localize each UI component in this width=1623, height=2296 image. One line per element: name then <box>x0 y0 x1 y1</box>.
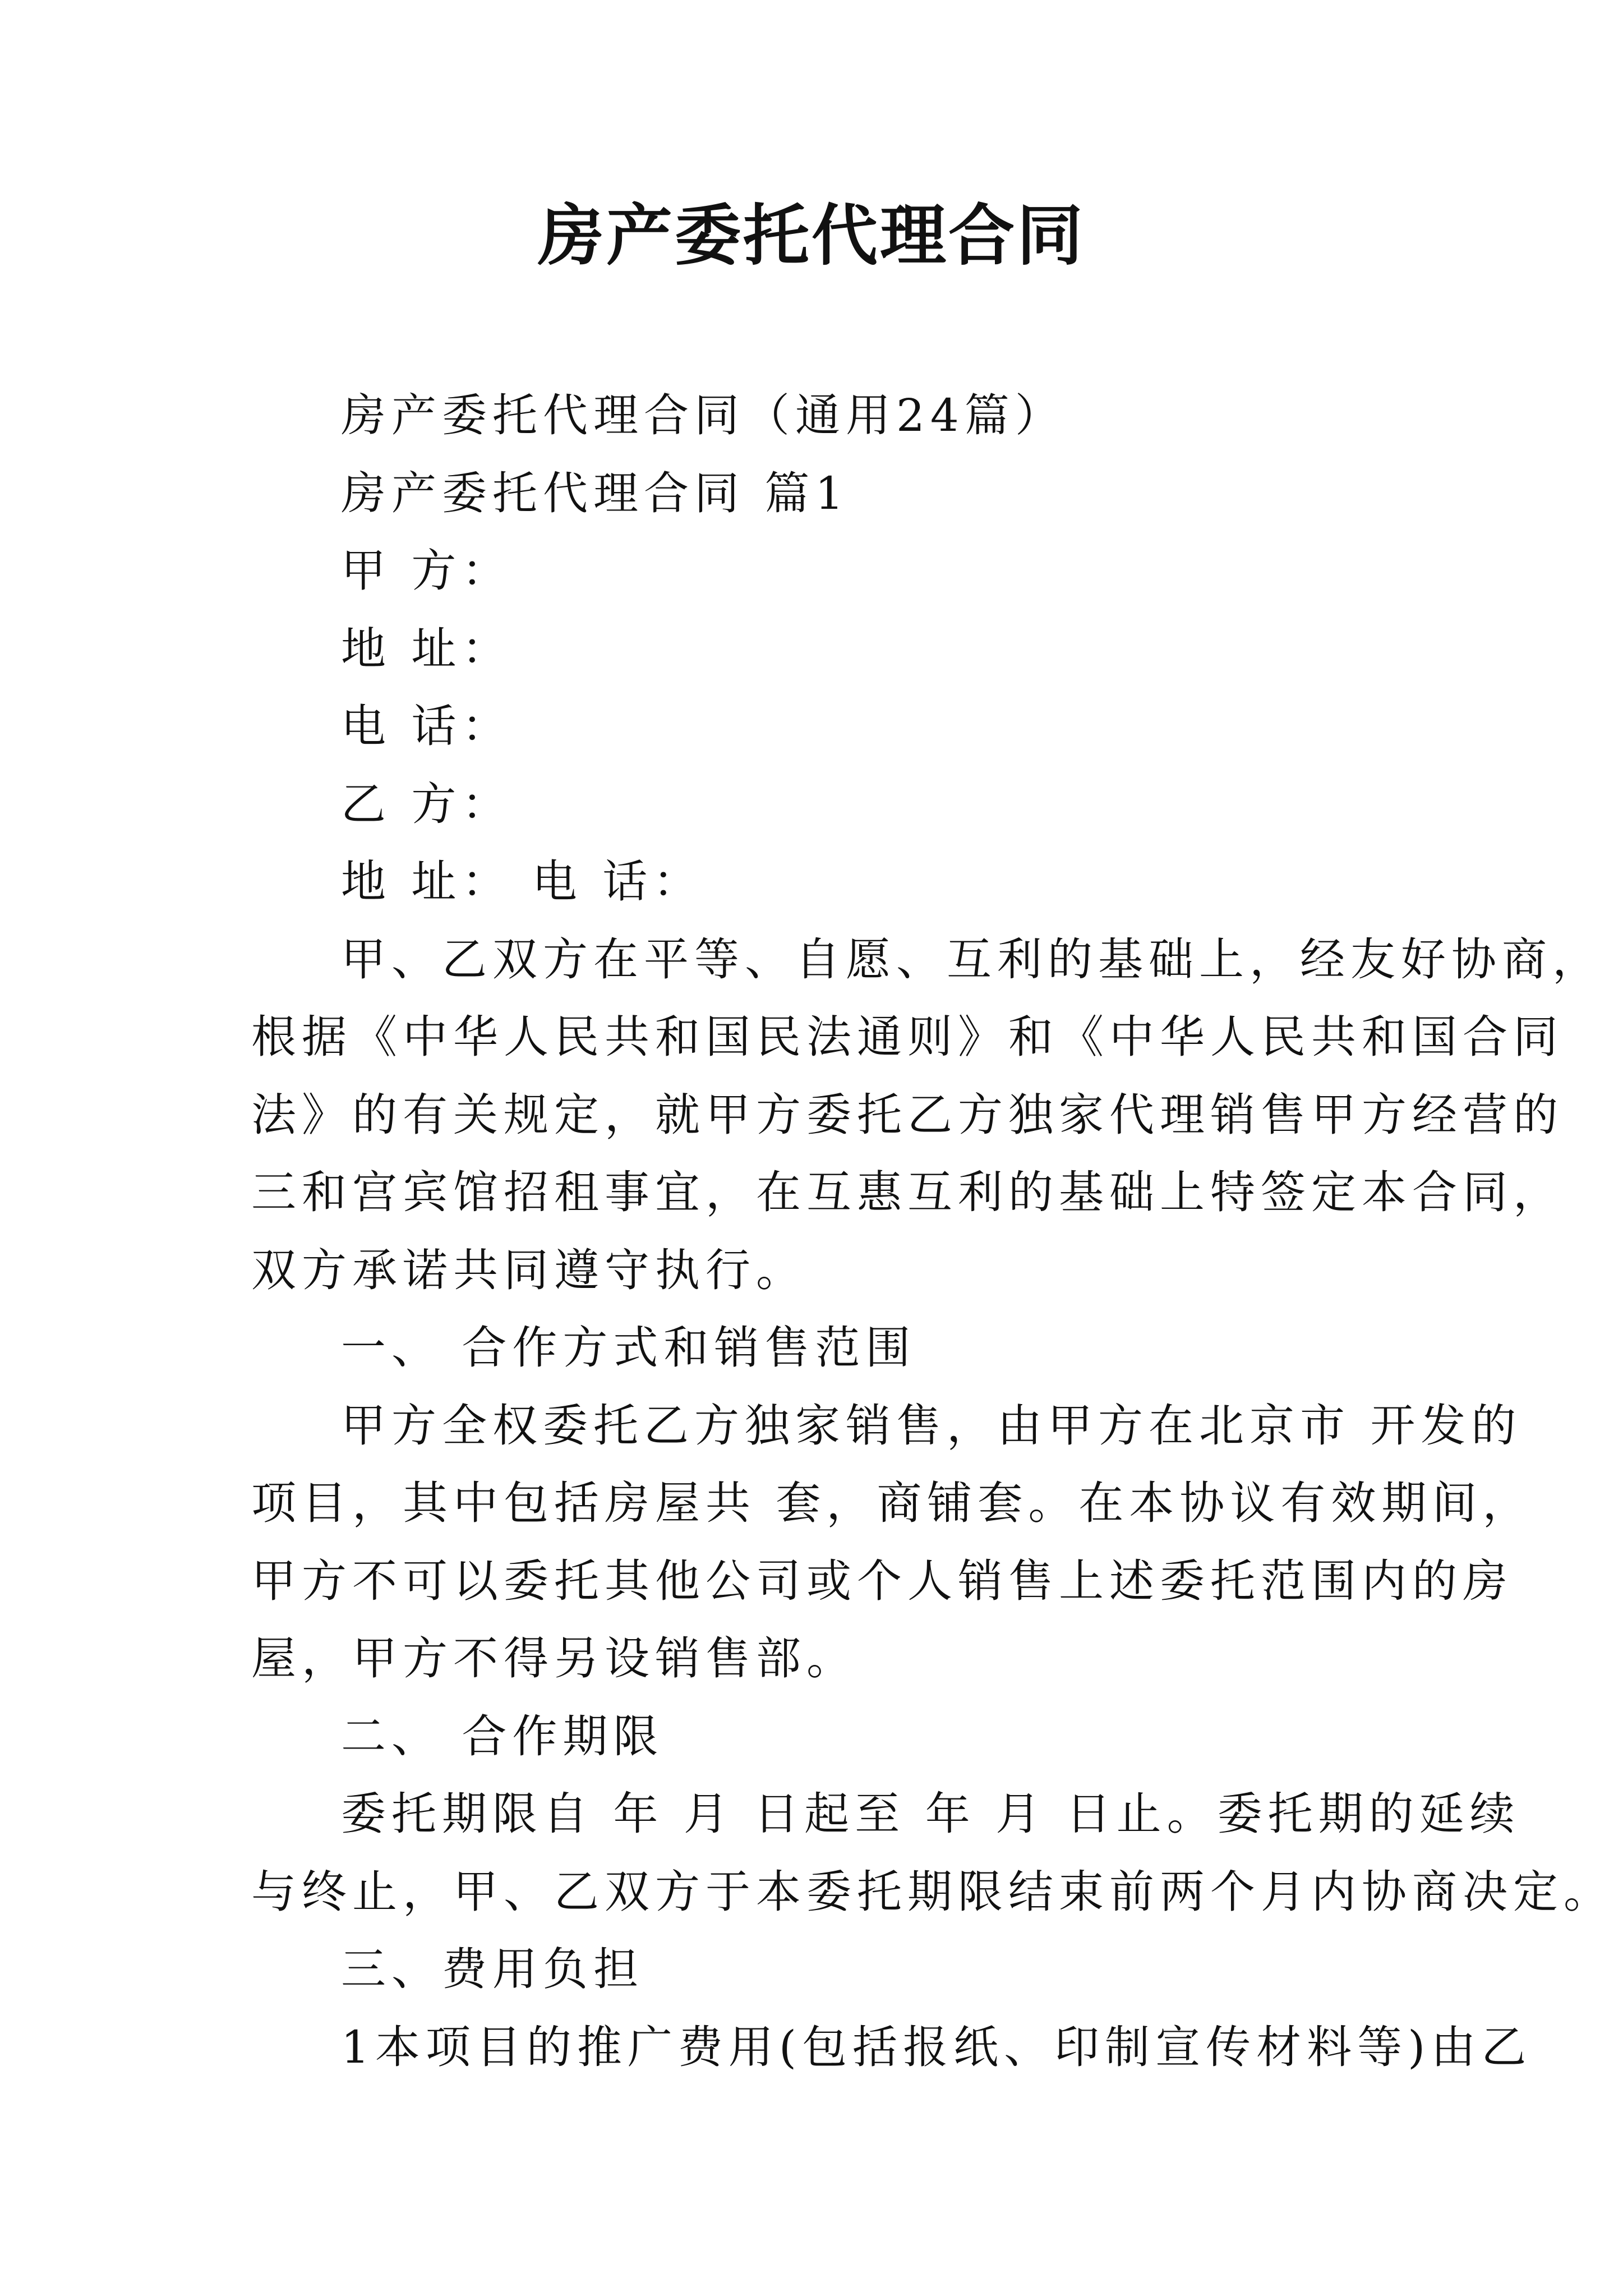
paragraph-line: 与终止，甲、乙双方于本委托期限结束前两个月内协商决定。 <box>251 1865 1614 1918</box>
paragraph-line: 委托期限自 年 月 日起至 年 月 日止。委托期的延续 <box>341 1788 1520 1840</box>
party-a-phone-line: 电 话： <box>341 700 513 752</box>
paragraph-line: 甲方不可以委托其他公司或个人销售上述委托范围内的房 <box>251 1554 1513 1607</box>
paragraph-line: 项目，其中包括房屋共 套，商铺套。在本协议有效期间， <box>251 1477 1533 1529</box>
paragraph-line: 法》的有关规定，就甲方委托乙方独家代理销售甲方经营的 <box>251 1088 1564 1141</box>
paragraph-line: 双方承诺共同遵守执行。 <box>251 1244 806 1296</box>
section-heading-line: 房产委托代理合同 篇1 <box>341 467 850 519</box>
document-title: 房产委托代理合同 <box>537 196 1085 274</box>
party-a-address-line: 地 址： <box>341 622 513 675</box>
clause-heading-line: 一、 合作方式和销售范围 <box>341 1322 916 1374</box>
party-b-name-line: 乙 方： <box>341 777 513 830</box>
paragraph-line: 根据《中华人民共和国民法通则》和《中华人民共和国合同 <box>251 1011 1564 1063</box>
paragraph-line: 三和宫宾馆招租事宜，在互惠互利的基础上特签定本合同， <box>251 1166 1564 1218</box>
paragraph-line: 甲方全权委托乙方独家销售，由甲方在北京市 开发的 <box>341 1399 1522 1452</box>
paragraph-line: 1本项目的推广费用(包括报纸、印制宣传材料等)由乙 <box>341 2021 1532 2073</box>
document-body <box>251 377 1614 2086</box>
party-a-name-line: 甲 方： <box>341 545 513 597</box>
paragraph-line: 甲、乙双方在平等、自愿、互利的基础上，经友好协商， <box>341 933 1603 986</box>
party-b-address-phone-line: 地 址： 电 话： <box>341 855 704 908</box>
clause-heading-line: 二、 合作期限 <box>341 1710 664 1763</box>
paragraph-line: 屋，甲方不得另设销售部。 <box>251 1632 857 1685</box>
clause-heading-line: 三、费用负担 <box>341 1943 644 1995</box>
subtitle-line: 房产委托代理合同（通用24篇） <box>341 389 1066 441</box>
